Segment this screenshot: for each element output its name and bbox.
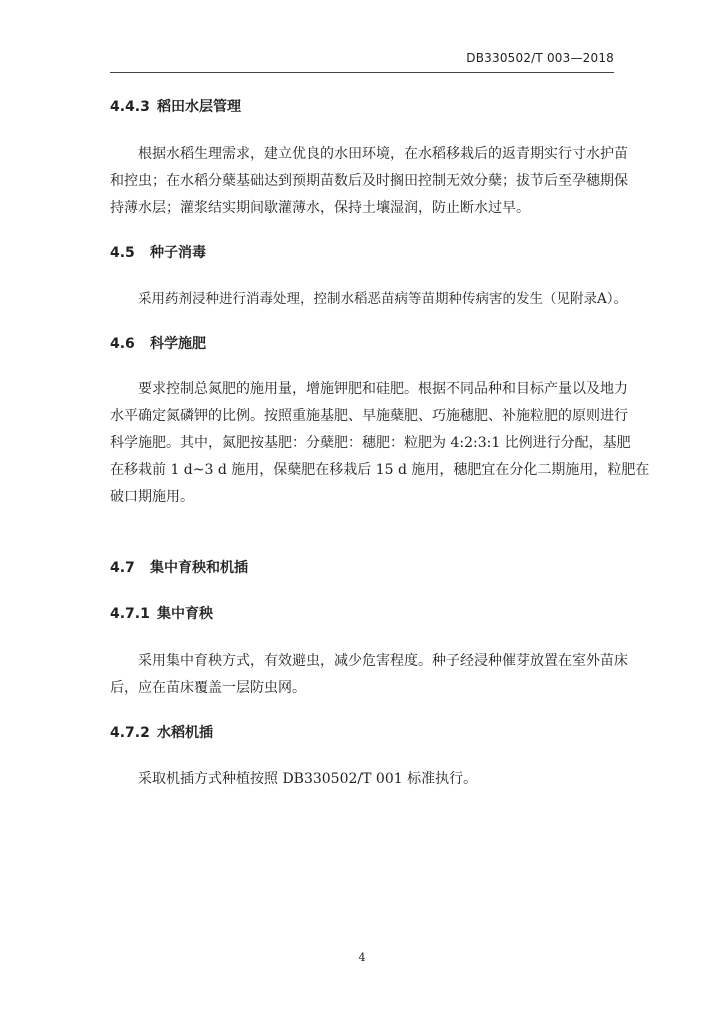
paragraph-4-7-1 — [110, 648, 628, 702]
paragraph-line: 采用药剂浸种进行消毒处理，控制水稻恶苗病等苗期种传病害的发生（见附录A）。 — [138, 291, 627, 307]
paragraph-line: 和控虫；在水稻分蘖基础达到预期苗数后及时搁田控制无效分蘖；拔节后至孕穗期保 — [110, 173, 628, 189]
heading-title: 种子消毒 — [150, 245, 206, 261]
heading-title: 水稻机插 — [157, 725, 213, 741]
paragraph-line: 在移栽前 1 d~3 d 施用，保蘖肥在移栽后 15 d 施用，穗肥宜在分化二期施用，粒肥在 — [110, 462, 650, 478]
header-rule — [110, 72, 614, 73]
paragraph-4-7-2 — [110, 766, 616, 793]
paragraph-line: 科学施肥。其中，氮肥按基肥：分蘖肥：穗肥：粒肥为 4:2:3:1 比例进行分配，基肥 — [110, 435, 631, 451]
heading-number: 4.7 — [110, 560, 135, 576]
paragraph-line: 水平确定氮磷钾的比例。按照重施基肥、早施蘖肥、巧施穗肥、补施粒肥的原则进行 — [110, 408, 628, 424]
heading-4-5 — [110, 242, 206, 262]
heading-title: 集中育秧和机插 — [150, 560, 248, 576]
paragraph-4-6 — [110, 376, 650, 511]
heading-number: 4.6 — [110, 336, 135, 352]
paragraph-4-5 — [110, 286, 627, 313]
paragraph-line: 采用集中育秧方式，有效避虫，减少危害程度。种子经浸种催芽放置在室外苗床 — [138, 653, 628, 669]
heading-4-4-3 — [110, 96, 241, 116]
heading-4-7-1 — [110, 603, 213, 623]
heading-4-6 — [110, 333, 206, 353]
paragraph-line: 根据水稻生理需求，建立优良的水田环境，在水稻移栽后的返青期实行寸水护苗 — [138, 146, 628, 162]
heading-title: 集中育秧 — [157, 606, 213, 622]
paragraph-4-4-3 — [110, 141, 628, 222]
paragraph-line: 破口期施用。 — [110, 489, 194, 505]
paragraph-line: 采取机插方式种植按照 DB330502/T 001 标准执行。 — [138, 771, 478, 787]
paragraph-line: 后，应在苗床覆盖一层防虫网。 — [110, 680, 306, 696]
heading-number: 4.7.2 — [110, 725, 150, 741]
heading-number: 4.5 — [110, 245, 135, 261]
heading-title: 稻田水层管理 — [157, 99, 241, 115]
heading-title: 科学施肥 — [150, 336, 206, 352]
heading-number: 4.7.1 — [110, 606, 150, 622]
heading-4-7-2 — [110, 722, 213, 742]
heading-number: 4.4.3 — [110, 99, 150, 115]
heading-4-7 — [110, 557, 248, 577]
paragraph-line: 持薄水层；灌浆结实期间歇灌薄水，保持土壤湿润，防止断水过早。 — [110, 200, 530, 216]
document-code: DB330502/T 003—2018 — [466, 51, 614, 65]
page-number: 4 — [358, 951, 366, 964]
paragraph-line: 要求控制总氮肥的施用量，增施钾肥和硅肥。根据不同品种和目标产量以及地力 — [138, 381, 628, 397]
